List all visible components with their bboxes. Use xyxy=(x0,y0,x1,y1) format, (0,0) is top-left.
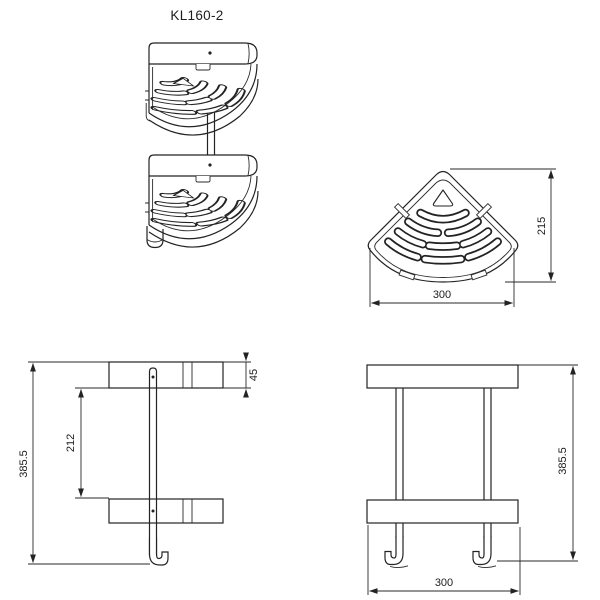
top-view-outline xyxy=(368,172,518,283)
top-view xyxy=(368,169,556,307)
upper-back-plate xyxy=(149,43,257,64)
lower-back-plate xyxy=(149,155,257,176)
dim-side-shelf-height-label: 45 xyxy=(248,368,260,382)
dim-top-depth-label: 215 xyxy=(536,216,548,236)
front-left-post xyxy=(385,388,408,568)
dim-front-width-label: 300 xyxy=(434,577,454,589)
side-screw-hole-top xyxy=(152,376,155,379)
upper-rim-notch xyxy=(196,64,210,70)
lower-basket xyxy=(145,155,258,248)
dim-top-width-label: 300 xyxy=(432,289,452,301)
upper-screw-hole xyxy=(208,51,211,54)
product-title: KL160-2 xyxy=(170,8,224,23)
lower-rim-notch xyxy=(196,176,210,182)
front-right-post xyxy=(473,388,496,568)
front-left-hook xyxy=(385,536,403,565)
side-view xyxy=(18,353,260,565)
lower-screw-hole xyxy=(208,163,211,166)
lower-basket-grid xyxy=(153,183,241,240)
front-right-hook xyxy=(473,536,491,565)
dim-front-total-height xyxy=(497,365,578,561)
upper-basket xyxy=(145,43,258,135)
side-screw-hole-bottom xyxy=(152,510,155,513)
side-wall-post xyxy=(150,368,169,565)
front-view xyxy=(367,365,578,595)
upper-basket-grid xyxy=(153,71,241,128)
front-top-shelf xyxy=(367,365,518,388)
perspective-view xyxy=(145,43,258,248)
side-bottom-shelf xyxy=(109,499,223,523)
dim-side-total-height xyxy=(18,362,150,564)
dim-side-shelf-spacing xyxy=(65,388,109,498)
side-hook xyxy=(150,538,169,565)
dim-side-shelf-height xyxy=(223,353,260,397)
dim-front-total-height-label: 385.5 xyxy=(557,447,569,475)
side-top-shelf xyxy=(109,362,223,388)
dim-side-total-height-label: 385.5 xyxy=(18,450,30,478)
front-bottom-shelf xyxy=(367,500,518,523)
dim-side-shelf-spacing-label: 212 xyxy=(65,433,77,453)
